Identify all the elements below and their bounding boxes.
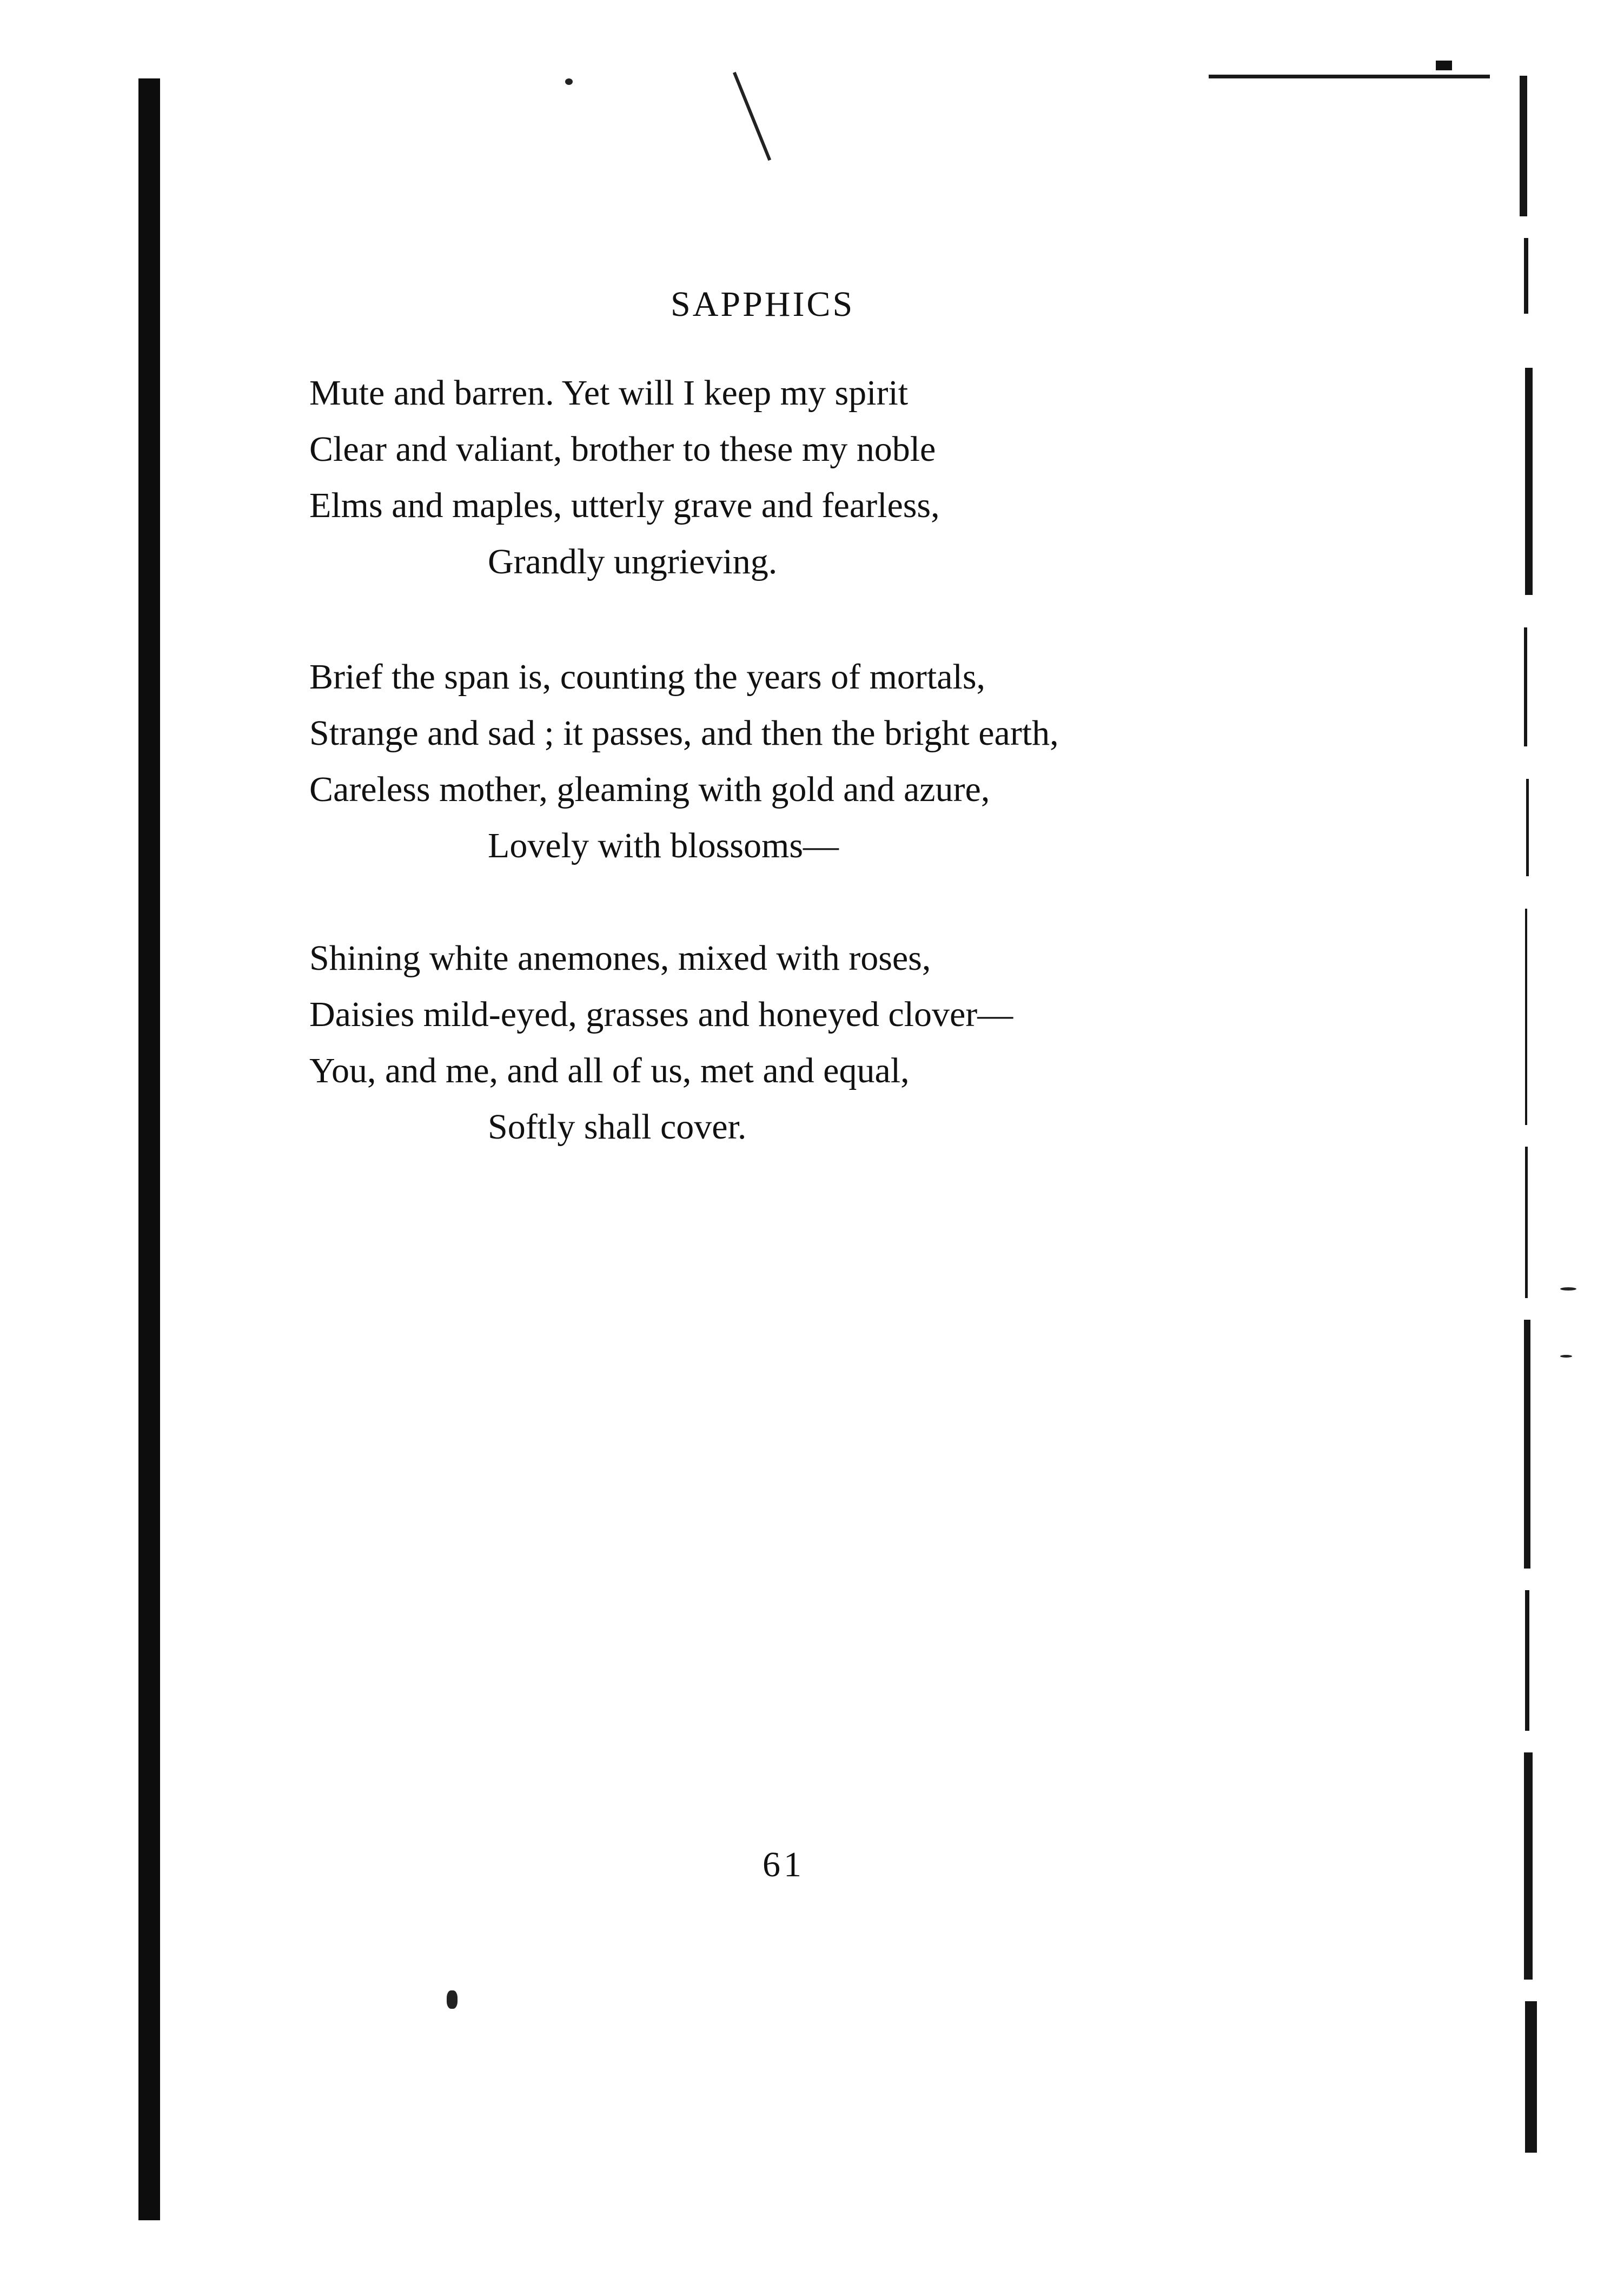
poem-line: Clear and valiant, brother to these my noble: [309, 429, 936, 469]
speck: [447, 1990, 458, 2009]
poem-line: Careless mother, gleaming with gold and azure,: [309, 770, 990, 809]
scan-stroke: [733, 72, 771, 161]
binding-shadow: [138, 78, 160, 2220]
poem-line: Daisies mild-eyed, grasses and honeyed clover—: [309, 995, 1013, 1034]
speck: [1560, 1287, 1576, 1291]
poem-line: Mute and barren. Yet will I keep my spirit: [309, 373, 909, 413]
speck: [1560, 1355, 1572, 1358]
poem-line: Brief the span is, counting the years of mortals,: [309, 657, 986, 697]
scan-mark: [1436, 61, 1452, 70]
stanza-3: [309, 930, 1013, 1155]
poem-line: Strange and sad ; it passes, and then the bright earth,: [309, 713, 1059, 753]
poem-line: Grandly ungrieving.: [488, 542, 778, 581]
top-rule: [1209, 75, 1490, 78]
torn-right-edge: [1509, 65, 1541, 2163]
speck: [565, 78, 573, 85]
page-number: 61: [763, 1845, 805, 1884]
poem-line: Softly shall cover.: [488, 1107, 747, 1147]
poem-title: SAPPHICS: [671, 284, 855, 324]
poem-line: You, and me, and all of us, met and equal,: [309, 1051, 910, 1090]
poem-line: Lovely with blossoms—: [488, 826, 839, 865]
poem-line: Shining white anemones, mixed with roses,: [309, 938, 931, 978]
stanza-1: [309, 365, 940, 590]
poem-line: Elms and maples, utterly grave and fearless,: [309, 486, 940, 525]
stanza-2: [309, 649, 1059, 874]
